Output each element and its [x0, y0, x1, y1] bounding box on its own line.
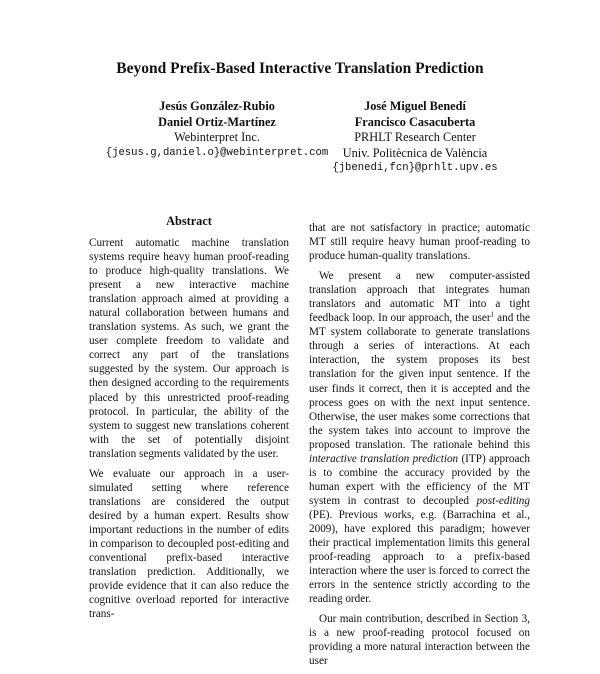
author-affiliation: PRHLT Research Center: [354, 130, 476, 144]
paper-title: Beyond Prefix-Based Interactive Translation Prediction: [116, 60, 484, 77]
text-run: (PE). Previous works, e.g. (Barrachina et al., 2009), have explored this paradigm; however their practical implementation limits this general proof-reading approach to a prefix-based interaction where the user is forced to correct the errors in the sentence strictly according to the reading order.: [309, 508, 530, 606]
abstract-paragraph: Current automatic machine translation systems require heavy human proof-reading to produce high-quality translations. We present a new interactive machine translation approach aimed at providing a natural collaboration between humans and translation systems. As such, we grant the user complete freedom to validate and correct any part of the translations suggested by the system. Our approach is then designed according to the requirements placed by this unrestricted proof-reading protocol. In particular, the ability of the system to suggest new translations coherent with the set of potentially disjoint translation segments validated by the user.: [89, 237, 289, 460]
author-affiliation: Webinterpret Inc.: [174, 130, 260, 144]
author-name: Francisco Casacuberta: [354, 114, 476, 129]
author-affiliation: Univ. Politècnica de València: [342, 145, 488, 160]
abstract-paragraph: We evaluate our approach in a user-simulated setting where reference translations are considered the output desired by a human expert. Results show important reductions in the number of edits in comparison to decoupled post-editing and conventional prefix-based interactive translation prediction. Additionally, we provide evidence that it can also reduce the cognitive overload reported for interactive trans-: [89, 467, 289, 621]
text-run: and the MT system collaborate to generate translations through a series of interactions. At each interaction, the system proposes its best translation for the given input sentence. If the user finds it correct, then it is accepted and the process goes on with the next input sentence. Otherwise, the user makes some corrections that the system takes into account to improve the proposed translation. The rationale behind this: [309, 312, 531, 451]
author-email: {jesus.g,daniel.o}@webinterpret.com: [105, 146, 329, 159]
author-name: Daniel Ortiz-Martínez: [158, 114, 276, 129]
author-email: {jbenedi,fcn}@prhlt.upv.es: [332, 162, 498, 174]
body-paragraph: that are not satisfactory in practice; automatic MT still require heavy human proof-reading to produce human-quality translations.: [309, 222, 530, 263]
body-paragraph: Our main contribution, described in Section 3, is a new proof-reading protocol focused on providing a more natural interaction between the user: [309, 613, 530, 668]
text-run: We present a new computer-assisted translation approach that integrates human translators and automatic MT into a tight feedback loop. In our approach, the user: [309, 270, 530, 325]
abstract-heading: Abstract: [166, 214, 212, 228]
author-block-right: [296, 99, 534, 177]
introduction-column: [309, 221, 530, 674]
author-name: José Miguel Benedí: [364, 99, 466, 113]
author-name: Jesús González-Rubio: [159, 99, 275, 113]
footnote-marker: 1: [490, 310, 495, 319]
term-emphasis: post-editing: [476, 494, 530, 507]
text-run: (ITP) approach is to combine the accuracy provided by the human expert with the efficiency of the MT system in contrast to decoupled: [309, 452, 530, 507]
term-emphasis: interactive translation prediction: [309, 452, 459, 465]
body-paragraph: [309, 269, 530, 606]
abstract-column: [89, 214, 289, 627]
